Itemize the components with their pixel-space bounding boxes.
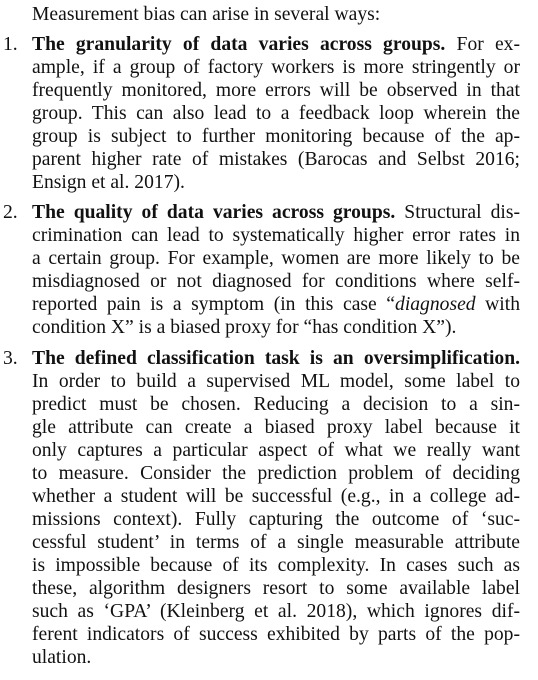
- item-1-line-1: [32, 33, 520, 56]
- list-number-1: 1.: [3, 34, 18, 55]
- item-3-line-10: these, algorithm designers resort to some available label: [32, 578, 520, 599]
- item-3-heading: The defined classification task is an oversimplification.: [32, 348, 520, 369]
- item-2-line-4: misdiagnosed or not diagnosed for conditions where self-: [32, 271, 520, 292]
- item-2-text-5a: reported pain is a symptom (in this case “: [32, 294, 396, 315]
- item-2-line-1: [32, 201, 520, 224]
- item-2-heading: The quality of data varies across groups.: [32, 202, 396, 223]
- item-3-line-11: such as ‘GPA’ (Kleinberg et al. 2018), which ignores dif-: [32, 601, 520, 622]
- list-number-3: 3.: [3, 348, 18, 369]
- item-2-line-5: [32, 293, 520, 316]
- item-2-emphasis: diagnosed: [395, 294, 476, 315]
- item-3-line-9: is impossible because of its complexity. In cases such as: [32, 555, 520, 576]
- item-1-line-4: group. This can also lead to a feedback loop wherein the: [32, 103, 520, 124]
- item-2-line-6: condition X” is a biased proxy for “has condition X”).: [32, 317, 457, 338]
- item-3-line-8: cessful student’ in terms of a single measurable attribute: [32, 532, 520, 553]
- item-3-line-5: to measure. Consider the prediction problem of deciding: [32, 463, 520, 484]
- item-3-line-2: predict must be chosen. Reducing a decision to a sin-: [32, 394, 520, 415]
- item-1-line-5: group is subject to further monitoring because of the ap-: [32, 126, 520, 147]
- item-2-line-3: a certain group. For example, women are more likely to be: [32, 248, 520, 269]
- item-3-line-13: ulation.: [32, 647, 92, 668]
- intro-sentence: Measurement bias can arise in several ways:: [32, 4, 381, 25]
- item-1-text-1: For ex-: [456, 34, 521, 55]
- item-3-line-6: whether a student will be successful (e.g., in a college ad-: [32, 486, 520, 507]
- item-3-line-12: ferent indicators of success exhibited by parts of the pop-: [32, 624, 520, 645]
- item-2-text-1: Structural dis-: [404, 202, 520, 223]
- item-2-line-2: crimination can lead to systematically higher error rates in: [32, 225, 520, 246]
- item-3-line-4: only captures a particular aspect of what we really want: [32, 440, 520, 461]
- item-1-line-2: ample, if a group of factory workers is more stringently or: [32, 57, 520, 78]
- item-3-line-3: gle attribute can create a biased proxy label because it: [32, 417, 520, 438]
- item-3-line-1: In order to build a supervised ML model, some label to: [32, 371, 520, 392]
- item-1-line-3: frequently monitored, more errors will be observed in that: [32, 80, 520, 101]
- list-number-2: 2.: [3, 202, 18, 223]
- item-1-line-7: Ensign et al. 2017).: [32, 172, 185, 193]
- item-1-line-6: parent higher rate of mistakes (Barocas and Selbst 2016;: [32, 149, 520, 170]
- item-2-text-5b: with: [475, 294, 520, 315]
- item-1-heading: The granularity of data varies across groups.: [32, 34, 446, 55]
- item-3-line-7: missions context). Fully capturing the outcome of ‘suc-: [32, 509, 520, 530]
